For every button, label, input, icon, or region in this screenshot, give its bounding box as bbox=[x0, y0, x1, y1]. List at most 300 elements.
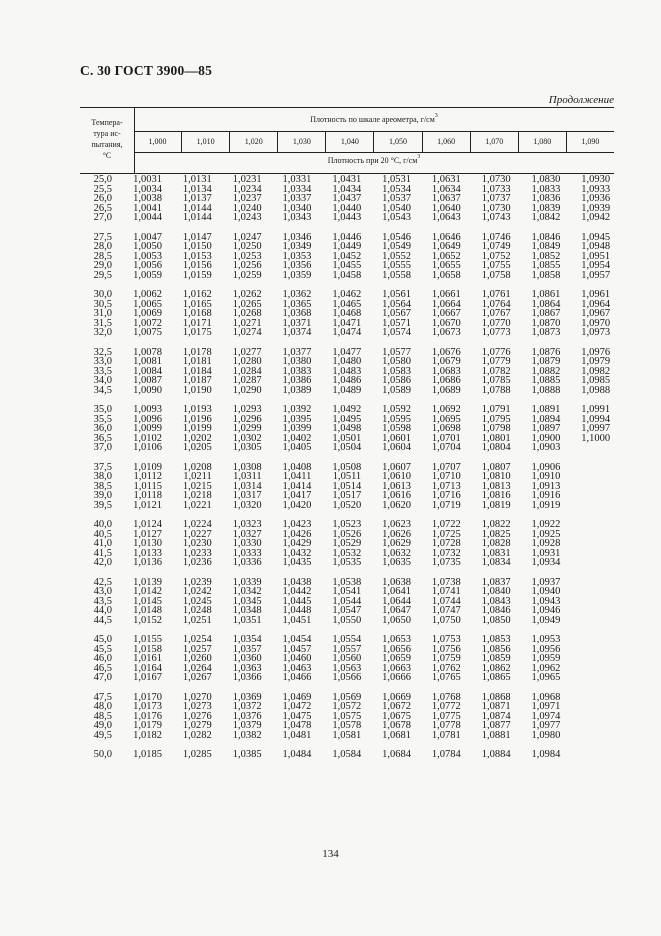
temperature-cell: 29,0 bbox=[93, 260, 112, 271]
density-cell: 1,0171 bbox=[182, 317, 212, 329]
density-column-header: 1,080 bbox=[518, 131, 566, 152]
density-cell: 1,0974 bbox=[531, 710, 561, 722]
density-cell: 1,0831 bbox=[481, 547, 511, 559]
density-cell: 1,0044 bbox=[133, 212, 162, 223]
density-cell: 1,0454 bbox=[282, 634, 312, 645]
density-cell: 1,0462 bbox=[332, 289, 362, 300]
density-cell: 1,0529 bbox=[332, 538, 362, 549]
row-group bbox=[80, 578, 614, 626]
density-cell: 1,0949 bbox=[531, 614, 561, 626]
table-row bbox=[80, 673, 614, 683]
density-cell: 1,0336 bbox=[232, 557, 262, 568]
density-cell: 1,0910 bbox=[531, 471, 561, 482]
temperature-cell: 33,5 bbox=[93, 365, 112, 377]
density-cell: 1,0374 bbox=[282, 327, 312, 338]
density-cell: 1,0656 bbox=[382, 643, 411, 655]
density-cell: 1,0930 bbox=[581, 174, 611, 185]
density-cell: 1,0964 bbox=[581, 298, 611, 310]
density-column-header: 1,030 bbox=[277, 131, 325, 152]
density-cell: 1,0480 bbox=[332, 356, 362, 367]
density-cell: 1,0271 bbox=[232, 317, 262, 329]
density-cell: 1,0202 bbox=[182, 432, 212, 444]
density-cell bbox=[560, 530, 610, 540]
density-cell: 1,0903 bbox=[531, 442, 561, 453]
density-cell: 1,0531 bbox=[382, 174, 411, 185]
density-cell: 1,0471 bbox=[332, 317, 362, 329]
density-cell: 1,0916 bbox=[531, 490, 561, 501]
density-cell: 1,0285 bbox=[182, 749, 212, 760]
density-cell: 1,0629 bbox=[382, 538, 411, 549]
density-column-header: 1,060 bbox=[422, 131, 470, 152]
density-cell: 1,0655 bbox=[431, 260, 461, 271]
density-cell: 1,0839 bbox=[531, 202, 561, 214]
density-cell: 1,0253 bbox=[232, 250, 262, 262]
density-cell: 1,0541 bbox=[332, 586, 362, 597]
density-cell: 1,0182 bbox=[133, 729, 162, 741]
density-cell: 1,0644 bbox=[382, 595, 411, 607]
density-cell: 1,0970 bbox=[581, 317, 611, 329]
page-header: С. 30 ГОСТ 3900—85 bbox=[80, 63, 213, 78]
density-cell: 1,0940 bbox=[531, 586, 561, 597]
table-row bbox=[80, 501, 614, 511]
density-cell: 1,0997 bbox=[581, 423, 611, 434]
temperature-cell: 36,0 bbox=[93, 423, 112, 434]
density-cell: 1,0550 bbox=[332, 614, 362, 626]
density-cell: 1,0566 bbox=[332, 672, 362, 683]
density-cell: 1,0673 bbox=[431, 327, 461, 338]
density-cell bbox=[560, 520, 610, 530]
temp-label-line: тура ис- bbox=[93, 129, 121, 138]
density-cell: 1,0988 bbox=[581, 384, 611, 396]
density-cell: 1,0807 bbox=[481, 461, 511, 473]
density-cell: 1,0641 bbox=[382, 586, 411, 597]
density-cell: 1,0481 bbox=[282, 729, 312, 741]
density-cell: 1,0317 bbox=[232, 490, 262, 501]
temperature-cell: 46,0 bbox=[93, 653, 112, 664]
density-cell: 1,0115 bbox=[133, 480, 162, 492]
density-cell: 1,0555 bbox=[382, 260, 411, 271]
density-cell: 1,0047 bbox=[133, 231, 162, 243]
density-cell: 1,0631 bbox=[431, 174, 461, 185]
density-cell: 1,0062 bbox=[133, 289, 162, 300]
density-cell bbox=[560, 482, 610, 492]
density-cell: 1,0423 bbox=[282, 519, 312, 530]
temperature-cell: 45,5 bbox=[93, 643, 112, 655]
density-cell: 1,0667 bbox=[431, 308, 461, 319]
temperature-cell: 38,0 bbox=[93, 471, 112, 482]
density-cell: 1,0274 bbox=[232, 327, 262, 338]
density-cell: 1,0885 bbox=[531, 375, 561, 386]
density-cell: 1,0666 bbox=[382, 672, 411, 683]
density-cell: 1,0788 bbox=[481, 384, 511, 396]
density-cell: 1,0586 bbox=[382, 375, 411, 386]
density-cell: 1,0457 bbox=[282, 643, 312, 655]
density-cell: 1,0984 bbox=[531, 749, 561, 760]
density-cell: 1,0224 bbox=[182, 519, 212, 530]
density-cell: 1,0864 bbox=[531, 298, 561, 310]
density-cell: 1,0759 bbox=[431, 653, 461, 664]
density-cell bbox=[560, 702, 610, 712]
temp-label-line: °С bbox=[102, 151, 112, 160]
density-cell: 1,0109 bbox=[133, 461, 162, 473]
density-cell: 1,0822 bbox=[481, 519, 511, 530]
density-cell: 1,0980 bbox=[531, 729, 561, 741]
density-cell: 1,0749 bbox=[481, 241, 511, 252]
density-cell: 1,0284 bbox=[232, 365, 262, 377]
density-cell: 1,0273 bbox=[182, 701, 212, 712]
density-cell: 1,0162 bbox=[182, 289, 212, 300]
density-cell: 1,0589 bbox=[382, 384, 411, 396]
density-cell: 1,0320 bbox=[232, 499, 262, 511]
density-cell: 1,0891 bbox=[531, 404, 561, 415]
density-cell: 1,0331 bbox=[282, 174, 312, 185]
density-cell: 1,0761 bbox=[481, 289, 511, 300]
density-cell: 1,0379 bbox=[232, 720, 262, 731]
density-cell: 1,0554 bbox=[332, 634, 362, 645]
density-cell: 1,0967 bbox=[581, 308, 611, 319]
density-cell: 1,0460 bbox=[282, 653, 312, 664]
density-cell: 1,0251 bbox=[182, 614, 212, 626]
density-cell: 1,0152 bbox=[133, 614, 162, 626]
density-cell: 1,0259 bbox=[232, 269, 262, 281]
density-column-header: 1,020 bbox=[229, 131, 277, 152]
density-cell: 1,0187 bbox=[182, 375, 212, 386]
density-cell: 1,0199 bbox=[182, 423, 212, 434]
temperature-cell: 37,0 bbox=[93, 442, 112, 453]
density-cell: 1,0567 bbox=[382, 308, 411, 319]
table-row bbox=[80, 750, 614, 760]
row-group bbox=[80, 750, 614, 760]
density-cell: 1,0417 bbox=[282, 490, 312, 501]
row-group bbox=[80, 693, 614, 741]
density-cell: 1,0772 bbox=[431, 701, 461, 712]
continuation-label: Продолжение bbox=[548, 94, 614, 106]
temperature-cell: 33,0 bbox=[93, 356, 112, 367]
density-cell: 1,0276 bbox=[182, 710, 212, 722]
density-cell: 1,0676 bbox=[431, 346, 461, 358]
density-cell: 1,0768 bbox=[431, 691, 461, 703]
density-cell bbox=[560, 750, 610, 760]
temperature-cell: 27,0 bbox=[93, 212, 112, 223]
row-group bbox=[80, 348, 614, 396]
density-cell: 1,0511 bbox=[332, 471, 362, 482]
density-cell: 1,0547 bbox=[332, 605, 362, 616]
temperature-cell: 38,5 bbox=[93, 480, 112, 492]
density-cell: 1,0953 bbox=[531, 634, 561, 645]
density-cell: 1,0945 bbox=[581, 231, 611, 243]
density-cell: 1,0535 bbox=[332, 557, 362, 568]
density-cell: 1,0933 bbox=[581, 183, 611, 195]
density-cell: 1,0075 bbox=[133, 327, 162, 338]
density-cell: 1,0434 bbox=[332, 183, 362, 195]
density-cell: 1,0738 bbox=[431, 576, 461, 588]
density-cell: 1,0148 bbox=[133, 605, 162, 616]
density-cell: 1,0498 bbox=[332, 423, 362, 434]
density-cell: 1,0118 bbox=[133, 490, 162, 501]
density-cell: 1,0722 bbox=[431, 519, 461, 530]
density-cell: 1,0842 bbox=[531, 212, 561, 223]
density-cell: 1,0701 bbox=[431, 432, 461, 444]
density-cell: 1,0813 bbox=[481, 480, 511, 492]
temperature-cell: 27,5 bbox=[93, 231, 112, 243]
density-cell: 1,0380 bbox=[282, 356, 312, 367]
density-cell: 1,0072 bbox=[133, 317, 162, 329]
density-cell bbox=[560, 654, 610, 664]
density-cell: 1,0240 bbox=[232, 202, 262, 214]
density-cell: 1,0395 bbox=[282, 413, 312, 425]
density-column-header: 1,040 bbox=[325, 131, 373, 152]
density-cell: 1,0716 bbox=[431, 490, 461, 501]
density-cell: 1,0167 bbox=[133, 672, 162, 683]
table-row bbox=[80, 328, 614, 338]
temperature-cell: 44,0 bbox=[93, 605, 112, 616]
density-cell: 1,0065 bbox=[133, 298, 162, 310]
density-cell: 1,0713 bbox=[431, 480, 461, 492]
density-columns bbox=[134, 131, 614, 152]
density-cell: 1,0176 bbox=[133, 710, 162, 722]
temperature-cell: 42,5 bbox=[93, 576, 112, 588]
density-cell: 1,0357 bbox=[232, 643, 262, 655]
density-column-header: 1,000 bbox=[148, 137, 167, 146]
density-cell: 1,0728 bbox=[431, 538, 461, 549]
density-cell bbox=[560, 731, 610, 741]
density-cell: 1,0383 bbox=[282, 365, 312, 377]
density-cell: 1,0939 bbox=[581, 202, 611, 214]
density-cell: 1,0532 bbox=[332, 547, 362, 559]
density-cell: 1,0785 bbox=[481, 375, 511, 386]
density-cell: 1,0634 bbox=[431, 183, 461, 195]
density-cell: 1,0798 bbox=[481, 423, 511, 434]
density-cell: 1,0868 bbox=[481, 691, 511, 703]
density-cell: 1,0150 bbox=[182, 241, 212, 252]
density-cell: 1,0127 bbox=[133, 528, 162, 540]
density-cell: 1,0237 bbox=[232, 193, 262, 204]
density-cell: 1,0233 bbox=[182, 547, 212, 559]
density-cell: 1,0670 bbox=[431, 317, 461, 329]
density-cell: 1,0196 bbox=[182, 413, 212, 425]
density-cell: 1,0181 bbox=[182, 356, 212, 367]
density-cell: 1,0432 bbox=[282, 547, 312, 559]
density-cell: 1,0601 bbox=[382, 432, 411, 444]
temperature-cell: 41,0 bbox=[93, 538, 112, 549]
density-cell: 1,0345 bbox=[232, 595, 262, 607]
density-cell: 1,0504 bbox=[332, 442, 362, 453]
density-cell: 1,0124 bbox=[133, 519, 162, 530]
density-cell: 1,0850 bbox=[481, 614, 511, 626]
density-cell: 1,0156 bbox=[182, 260, 212, 271]
density-cell: 1,0256 bbox=[232, 260, 262, 271]
density-cell: 1,0458 bbox=[332, 269, 362, 281]
density-cell: 1,0290 bbox=[232, 384, 262, 396]
density-cell: 1,0311 bbox=[233, 471, 262, 482]
density-cell: 1,0578 bbox=[332, 720, 362, 731]
density-cell: 1,0296 bbox=[232, 413, 262, 425]
density-at-20-title bbox=[134, 156, 614, 165]
density-cell bbox=[560, 616, 610, 626]
density-cell: 1,0584 bbox=[332, 749, 362, 760]
temperature-cell: 47,0 bbox=[93, 672, 112, 683]
density-cell: 1,0640 bbox=[431, 202, 461, 214]
density-cell: 1,0262 bbox=[232, 289, 262, 300]
density-cell: 1,0678 bbox=[382, 720, 411, 731]
density-cell: 1,0882 bbox=[531, 365, 561, 377]
row-group bbox=[80, 233, 614, 281]
density-cell: 1,0782 bbox=[481, 365, 511, 377]
density-cell: 1,0339 bbox=[232, 576, 262, 588]
density-cell: 1,0879 bbox=[531, 356, 561, 367]
temperature-cell: 50,0 bbox=[93, 749, 112, 760]
density-cell: 1,0664 bbox=[431, 298, 461, 310]
density-cell bbox=[560, 712, 610, 722]
density-cell: 1,0781 bbox=[431, 729, 461, 741]
density-cell: 1,0884 bbox=[481, 749, 511, 760]
density-cell: 1,0951 bbox=[581, 250, 611, 262]
temperature-cell: 43,0 bbox=[93, 586, 112, 597]
density-cell: 1,0833 bbox=[531, 183, 561, 195]
density-cell: 1,0264 bbox=[182, 662, 212, 674]
density-cell: 1,0836 bbox=[531, 193, 561, 204]
density-cell: 1,0977 bbox=[531, 720, 561, 731]
density-cell: 1,0038 bbox=[133, 193, 162, 204]
density-cell: 1,0632 bbox=[382, 547, 411, 559]
density-cell: 1,0314 bbox=[232, 480, 262, 492]
density-cell: 1,0765 bbox=[431, 672, 461, 683]
density-cell: 1,0363 bbox=[232, 662, 262, 674]
density-cell: 1,0877 bbox=[481, 720, 511, 731]
density-cell: 1,0435 bbox=[282, 557, 312, 568]
density-cell: 1,0245 bbox=[182, 595, 212, 607]
density-cell: 1,0695 bbox=[431, 413, 461, 425]
temp-label-line: Темпера- bbox=[91, 118, 123, 127]
temperature-cell: 31,5 bbox=[93, 317, 112, 329]
density-cell: 1,0353 bbox=[282, 250, 312, 262]
density-cell: 1,0139 bbox=[133, 576, 162, 588]
density-cell: 1,0867 bbox=[531, 308, 561, 319]
density-cell: 1,0185 bbox=[133, 749, 162, 760]
density-cell: 1,0205 bbox=[182, 442, 212, 453]
temp-label-line: пытания, bbox=[91, 140, 123, 149]
density-cell: 1,0750 bbox=[431, 614, 461, 626]
density-cell: 1,0333 bbox=[232, 547, 262, 559]
density-cell: 1,0483 bbox=[332, 365, 362, 377]
density-cell: 1,0546 bbox=[382, 231, 411, 243]
density-cell: 1,0218 bbox=[182, 490, 212, 501]
density-cell: 1,0801 bbox=[481, 432, 511, 444]
density-cell: 1,0779 bbox=[481, 356, 511, 367]
temperature-cell: 29,5 bbox=[93, 269, 112, 281]
density-cell: 1,0221 bbox=[182, 499, 212, 511]
density-cell: 1,0208 bbox=[182, 461, 212, 473]
density-cell: 1,0190 bbox=[182, 384, 212, 396]
density-cell: 1,0158 bbox=[133, 643, 162, 655]
table-row bbox=[80, 616, 614, 626]
density-cell: 1,0755 bbox=[481, 260, 511, 271]
density-cell: 1,0577 bbox=[382, 346, 411, 358]
density-cell: 1,0563 bbox=[332, 662, 362, 674]
density-cell: 1,0846 bbox=[531, 231, 561, 243]
density-cell: 1,0081 bbox=[133, 356, 162, 367]
density-cell: 1,0236 bbox=[182, 557, 212, 568]
density-cell: 1,0971 bbox=[531, 701, 561, 712]
density-cell: 1,0828 bbox=[481, 538, 511, 549]
density-cell: 1,0034 bbox=[133, 183, 162, 195]
density-cell: 1,0994 bbox=[581, 413, 611, 425]
density-cell: 1,0937 bbox=[531, 576, 561, 588]
density-cell: 1,0900 bbox=[531, 432, 561, 444]
density-cell: 1,0168 bbox=[182, 308, 212, 319]
density-cell: 1,0858 bbox=[531, 269, 561, 281]
density-cell: 1,0431 bbox=[332, 174, 362, 185]
density-cell: 1,0849 bbox=[531, 241, 561, 252]
density-cell: 1,0773 bbox=[481, 327, 511, 338]
density-cell: 1,0649 bbox=[431, 241, 461, 252]
density-cell: 1,0595 bbox=[382, 413, 411, 425]
temperature-cell: 43,5 bbox=[93, 595, 112, 607]
density-cell bbox=[560, 664, 610, 674]
density-cell: 1,0943 bbox=[531, 595, 561, 607]
density-cell: 1,0791 bbox=[481, 404, 511, 415]
density-cell: 1,0323 bbox=[232, 519, 262, 530]
density-cell: 1,0268 bbox=[232, 308, 262, 319]
row-group bbox=[80, 635, 614, 683]
density-cell: 1,0469 bbox=[282, 691, 312, 703]
density-cell: 1,0549 bbox=[382, 241, 411, 252]
density-column-header: 1,070 bbox=[470, 131, 518, 152]
density-cell: 1,0928 bbox=[531, 538, 561, 549]
density-cell: 1,0638 bbox=[382, 576, 411, 588]
density-cell: 1,0452 bbox=[332, 250, 362, 262]
density-cell: 1,0672 bbox=[382, 701, 411, 712]
density-cell: 1,0735 bbox=[431, 557, 461, 568]
density-cell: 1,0957 bbox=[581, 269, 611, 281]
density-at-20-text: Плотность при 20 °С, г/см bbox=[327, 156, 418, 165]
density-cell: 1,0121 bbox=[133, 499, 162, 511]
density-cell: 1,0764 bbox=[481, 298, 511, 310]
density-cell: 1,0650 bbox=[382, 614, 411, 626]
temperature-cell: 46,5 bbox=[93, 662, 112, 674]
density-cell: 1,0572 bbox=[332, 701, 362, 712]
density-cell: 1,0647 bbox=[382, 605, 411, 616]
density-cell: 1,0468 bbox=[332, 308, 362, 319]
temperature-cell: 48,5 bbox=[93, 710, 112, 722]
density-cell: 1,0247 bbox=[232, 231, 262, 243]
density-cell: 1,0446 bbox=[332, 231, 362, 243]
density-cell: 1,0661 bbox=[431, 289, 461, 300]
density-cell: 1,0349 bbox=[282, 241, 312, 252]
density-cell: 1,0142 bbox=[133, 586, 162, 597]
density-cell: 1,0517 bbox=[332, 490, 362, 501]
density-cell bbox=[560, 539, 610, 549]
density-cell: 1,0684 bbox=[382, 749, 411, 760]
density-cell: 1,0159 bbox=[182, 269, 212, 281]
density-cell: 1,0443 bbox=[332, 212, 362, 223]
density-cell: 1,0658 bbox=[431, 269, 461, 281]
density-cell bbox=[560, 549, 610, 559]
density-cell bbox=[560, 501, 610, 511]
density-cell: 1,0365 bbox=[282, 298, 312, 310]
density-cell: 1,0250 bbox=[232, 241, 262, 252]
density-cell: 1,0492 bbox=[332, 404, 362, 415]
density-cell: 1,0131 bbox=[182, 174, 212, 185]
density-cell: 1,0730 bbox=[481, 174, 511, 185]
temperature-cell: 26,0 bbox=[93, 193, 112, 204]
density-cell: 1,0959 bbox=[531, 653, 561, 664]
density-cell: 1,0279 bbox=[182, 720, 212, 731]
density-cell: 1,0581 bbox=[332, 729, 362, 741]
density-cell: 1,0136 bbox=[133, 557, 162, 568]
density-cell: 1,0741 bbox=[431, 586, 461, 597]
density-cell: 1,0679 bbox=[431, 356, 461, 367]
